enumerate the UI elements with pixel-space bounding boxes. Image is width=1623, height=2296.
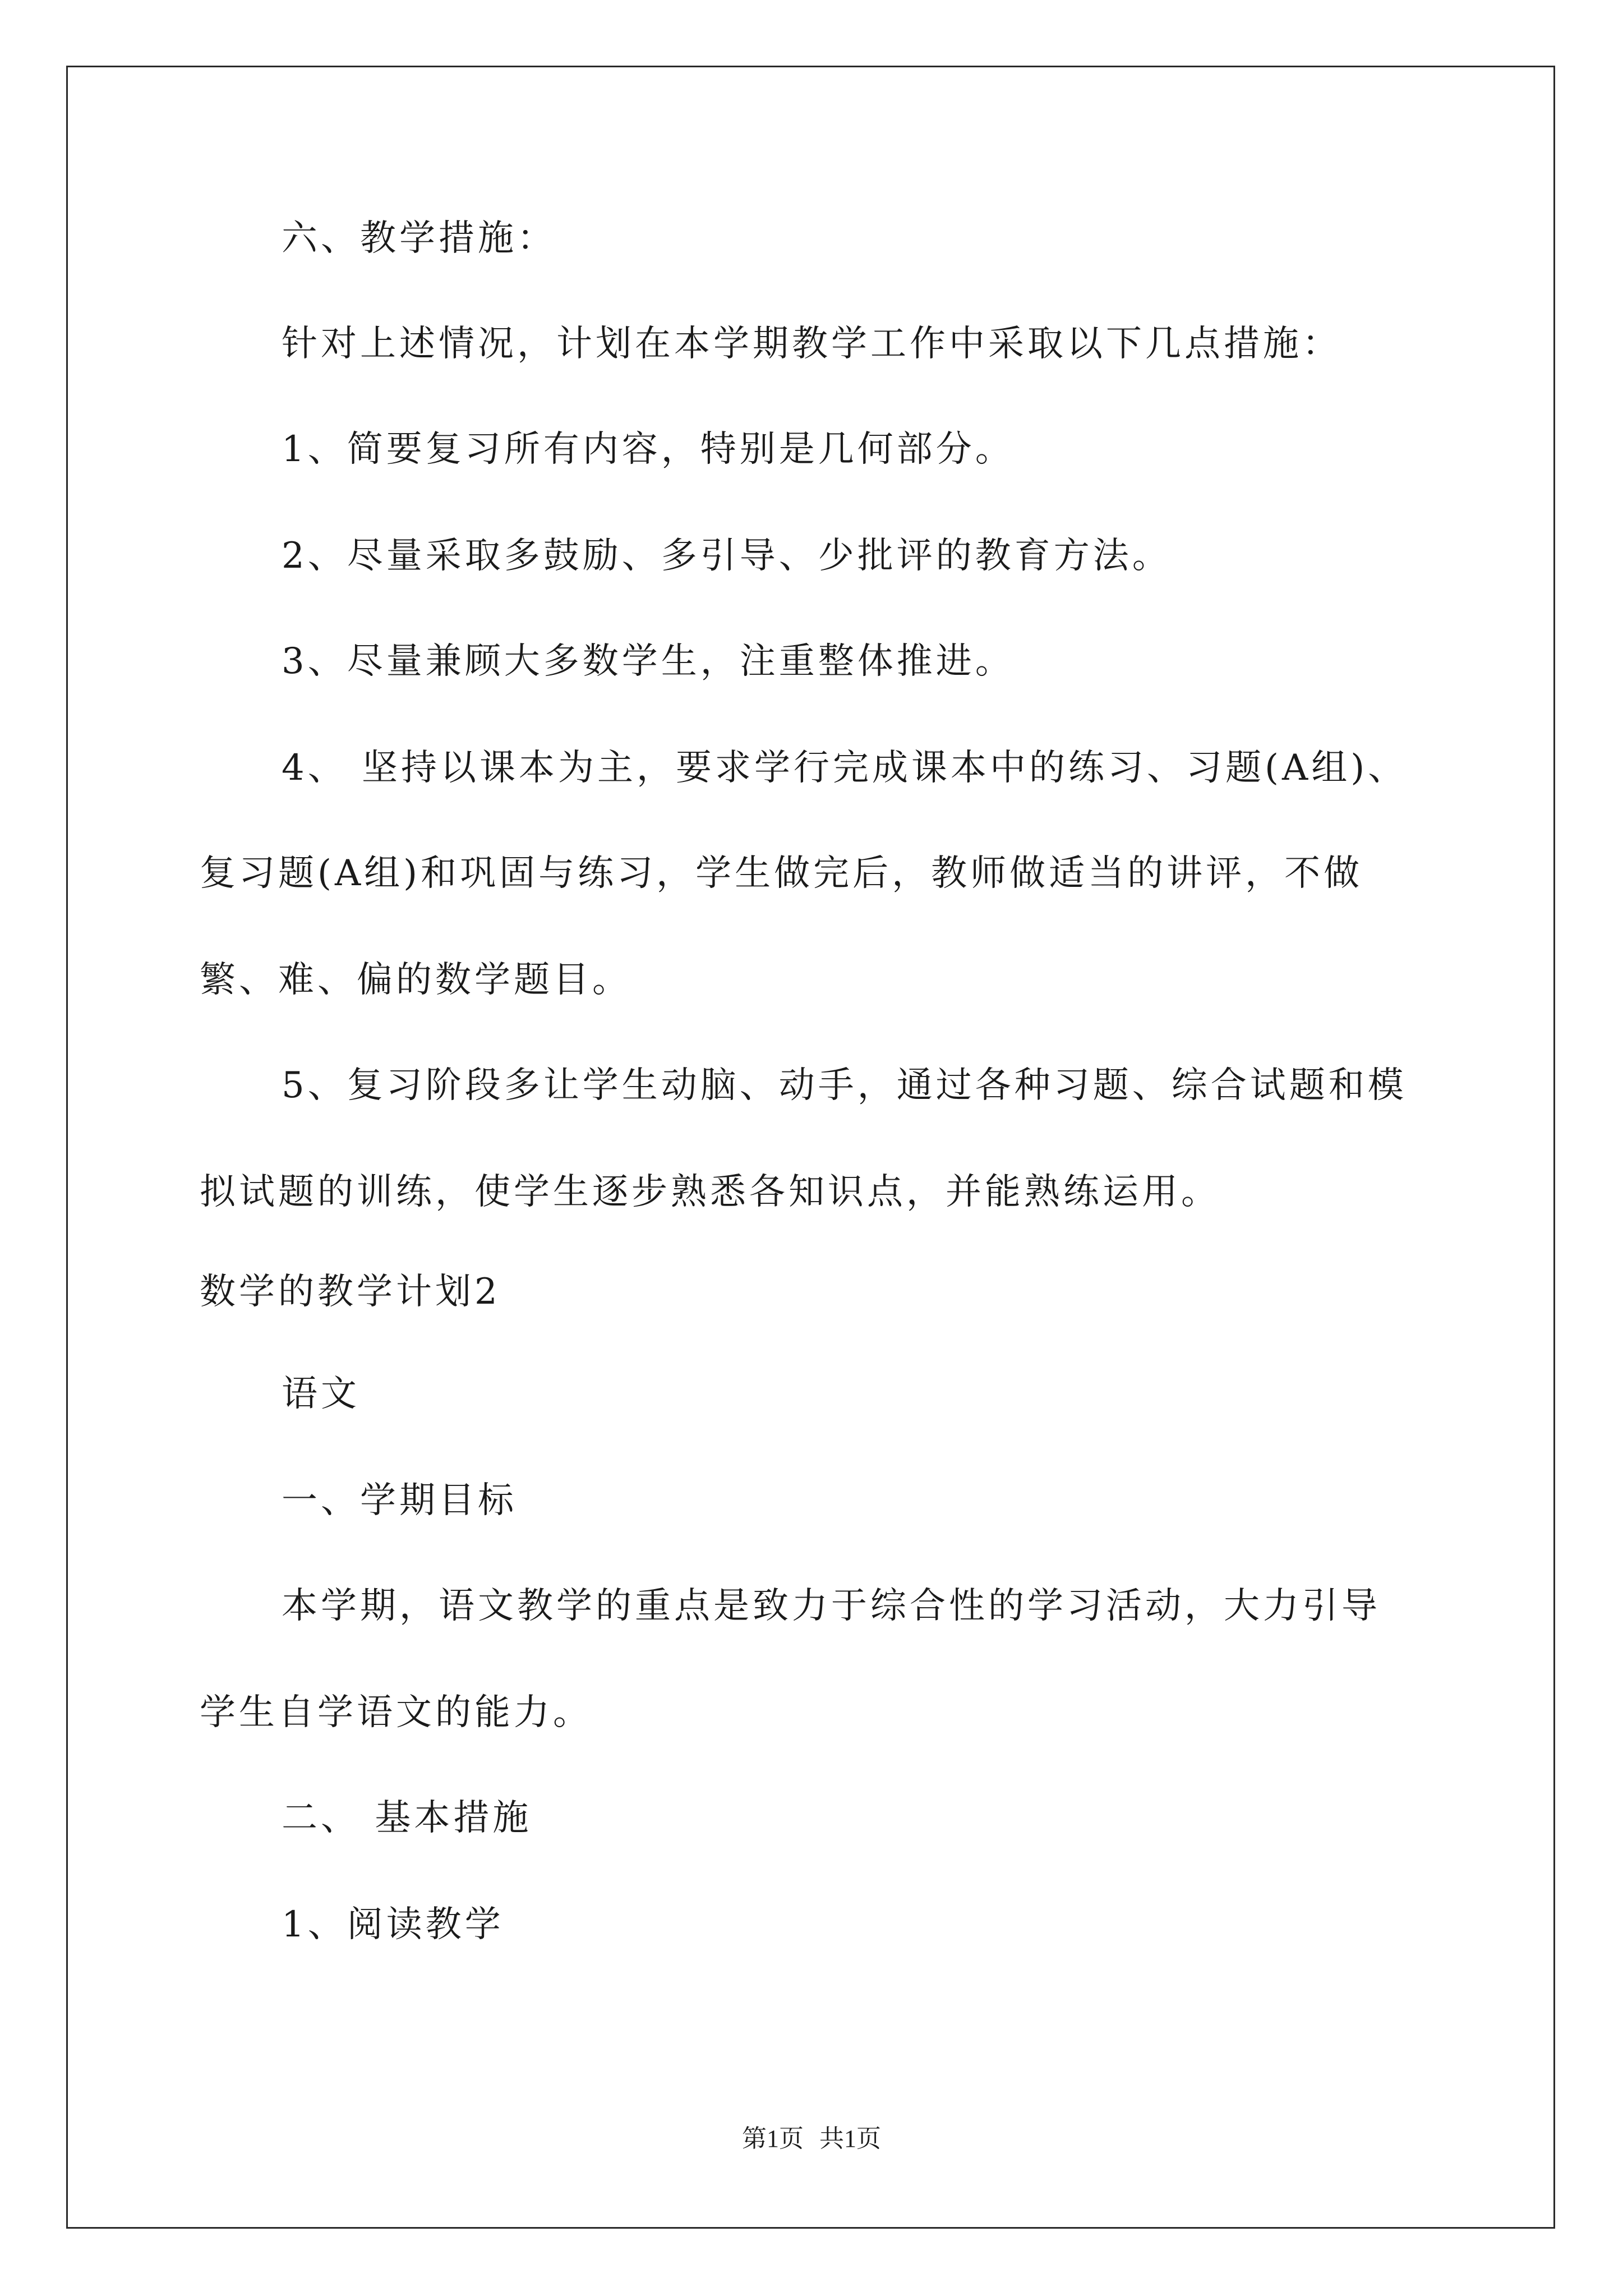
list-item-5-continued: 拟试题的训练，使学生逐步熟悉各知识点，并能熟练运用。: [200, 1171, 1220, 1213]
heading-teaching-measures: 六、教学措施：: [282, 218, 556, 259]
subject-heading: 语文: [282, 1373, 360, 1415]
list-item-4-continued: 复习题(A组)和巩固与练习，学生做完后，教师做适当的讲评，不做: [200, 853, 1363, 894]
paragraph-line-continued: 学生自学语文的能力。: [200, 1692, 592, 1733]
list-item-1: 1、简要复习所有内容，特别是几何部分。: [282, 429, 1015, 470]
list-item-4: 4、 坚持以课本为主，要求学行完成课本中的练习、习题(A组)、: [282, 747, 1408, 789]
heading-semester-goals: 一、学期目标: [282, 1480, 517, 1521]
section-title: 数学的教学计划2: [200, 1271, 501, 1313]
heading-basic-measures: 二、 基本措施: [282, 1797, 532, 1839]
page-footer: [0, 2123, 1623, 2155]
list-item-5: 5、复习阶段多让学生动脑、动手，通过各种习题、综合试题和模: [282, 1065, 1407, 1106]
paragraph-line: 针对上述情况，计划在本学期教学工作中采取以下几点措施：: [282, 323, 1341, 365]
list-item-3: 3、尽量兼顾大多数学生，注重整体推进。: [282, 641, 1015, 682]
list-item-2: 2、尽量采取多鼓励、多引导、少批评的教育方法。: [282, 535, 1172, 577]
page-number: 第1页: [742, 2125, 804, 2152]
paragraph-line: 本学期，语文教学的重点是致力于综合性的学习活动，大力引导: [282, 1585, 1381, 1627]
page-total: 共1页: [819, 2125, 881, 2152]
list-item-4-continued: 繁、难、偏的数学题目。: [200, 959, 631, 1001]
list-item-reading: 1、阅读教学: [282, 1904, 504, 1945]
